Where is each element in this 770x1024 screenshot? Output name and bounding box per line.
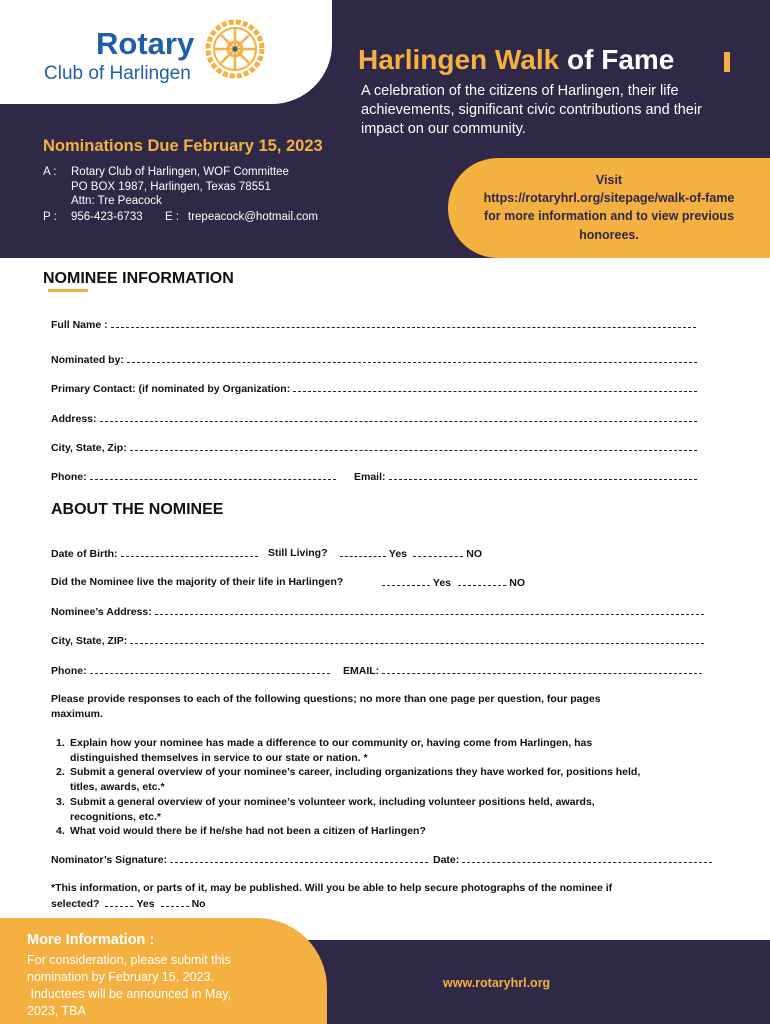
question-4 xyxy=(56,824,426,839)
question-1-number: 1. xyxy=(56,737,65,749)
nominee-address-label: Nominee’s Address: xyxy=(51,606,152,618)
nominated-by-field[interactable] xyxy=(51,353,700,366)
title-accent-bar xyxy=(724,52,730,72)
email-field-label: Email: xyxy=(354,471,386,483)
more-info-line-4: 2023, TBA xyxy=(27,1004,86,1018)
full-name-label: Full Name : xyxy=(51,319,108,331)
page-title xyxy=(358,44,674,76)
still-living-no-label: NO xyxy=(466,548,482,560)
visit-line-4: honorees. xyxy=(579,228,639,242)
address-label: A : xyxy=(43,166,57,178)
more-info-line-2: nomination by February 15, 2023. xyxy=(27,970,214,984)
question-2-continued: titles, awards, etc.* xyxy=(70,781,165,793)
photo-no-label: No xyxy=(191,898,206,910)
more-info-title: More Information : xyxy=(27,932,155,948)
city-state-zip-field[interactable] xyxy=(51,441,700,454)
phone-line[interactable] xyxy=(90,470,336,480)
address-line-3: Attn: Tre Peacock xyxy=(71,195,162,207)
question-1-text: Explain how your nominee has made a difference to our community or, having come from Harlingen, has xyxy=(70,737,593,749)
question-4-number: 4. xyxy=(56,825,65,837)
photo-yes-label: Yes xyxy=(136,898,155,910)
address-line-2: PO BOX 1987, Harlingen, Texas 78551 xyxy=(71,181,271,193)
question-4-text: What void would there be if he/she had not been a citizen of Harlingen? xyxy=(70,825,426,837)
still-living-yes-line[interactable] xyxy=(340,547,386,557)
question-3 xyxy=(56,795,595,810)
dob-label: Date of Birth: xyxy=(51,548,118,560)
question-3-number: 3. xyxy=(56,796,65,808)
phone-label: P : xyxy=(43,211,57,223)
question-2 xyxy=(56,765,640,780)
date-label: Date: xyxy=(433,854,460,866)
visit-url[interactable]: https://rotaryhrl.org/sitepage/walk-of-fame xyxy=(483,191,735,205)
title-white-part: of Fame xyxy=(559,44,675,75)
still-living-no-line[interactable] xyxy=(413,547,463,557)
nominee-city-field[interactable] xyxy=(51,634,707,647)
more-info-line-1: For consideration, please submit this xyxy=(27,953,231,967)
question-2-text: Submit a general overview of your nominee’s career, including organizations they have worked for, positions held, xyxy=(70,766,641,778)
signature-field[interactable] xyxy=(51,853,431,866)
majority-no-label: NO xyxy=(509,577,525,589)
city-state-zip-line[interactable] xyxy=(130,441,697,451)
signature-line[interactable] xyxy=(170,853,428,863)
address-field-label: Address: xyxy=(51,413,97,425)
majority-no-line[interactable] xyxy=(458,576,506,586)
date-field[interactable] xyxy=(433,853,715,866)
photo-yes-line[interactable] xyxy=(105,897,133,907)
email-field[interactable] xyxy=(354,470,700,483)
logo-club-name: Club of Harlingen xyxy=(44,63,191,84)
nominee-address-line[interactable] xyxy=(155,605,704,615)
majority-no[interactable] xyxy=(455,576,525,589)
majority-question: Did the Nominee live the majority of their life in Harlingen? xyxy=(51,576,344,588)
majority-yes-label: Yes xyxy=(432,577,451,589)
primary-contact-label: Primary Contact: (if nominated by Organization: xyxy=(51,383,291,395)
primary-contact-field[interactable] xyxy=(51,382,700,395)
contact-phone: 956-423-6733 xyxy=(71,211,143,223)
nominee-email-line[interactable] xyxy=(382,664,702,674)
nominee-address-field[interactable] xyxy=(51,605,707,618)
photo-question-label: selected? xyxy=(51,898,100,910)
instructions-line-2: maximum. xyxy=(51,708,103,720)
majority-yes[interactable] xyxy=(379,576,451,589)
rotary-wheel-icon xyxy=(202,16,268,82)
address-field[interactable] xyxy=(51,412,700,425)
visit-line-3: for more information and to view previous xyxy=(483,209,735,223)
heading-underline xyxy=(48,289,88,292)
instructions-line-1: Please provide responses to each of the following questions; no more than one page per question, four pages xyxy=(51,693,601,705)
question-1 xyxy=(56,736,592,751)
more-info-line-3: Inductees will be announced in May, xyxy=(27,987,232,1001)
nominee-phone-line[interactable] xyxy=(90,664,330,674)
nominations-due: Nominations Due February 15, 2023 xyxy=(43,137,323,155)
date-line[interactable] xyxy=(462,853,712,863)
nominee-city-label: City, State, ZIP: xyxy=(51,635,128,647)
phone-field-label: Phone: xyxy=(51,471,87,483)
email-label: E : xyxy=(165,211,180,223)
nominee-email-field[interactable] xyxy=(343,664,705,677)
still-living-label: Still Living? xyxy=(268,547,328,559)
nominated-by-line[interactable] xyxy=(127,353,697,363)
publish-notice: *This information, or parts of it, may be published. Will you be able to help secure photographs of the nominee if xyxy=(51,882,613,894)
nominee-email-label: EMAIL: xyxy=(343,665,380,677)
city-state-zip-label: City, State, Zip: xyxy=(51,442,127,454)
still-living-yes-label: Yes xyxy=(388,548,407,560)
title-gold-part: Harlingen Walk xyxy=(358,44,560,75)
still-living-yes[interactable] xyxy=(337,547,407,560)
full-name-field[interactable] xyxy=(51,318,699,331)
phone-field[interactable] xyxy=(51,470,339,483)
full-name-line[interactable] xyxy=(111,318,696,328)
logo-wordmark: Rotary xyxy=(96,26,195,61)
still-living-no[interactable] xyxy=(410,547,482,560)
address-line-1: Rotary Club of Harlingen, WOF Committee xyxy=(71,166,289,178)
address-line[interactable] xyxy=(100,412,697,422)
question-2-number: 2. xyxy=(56,766,65,778)
question-3-text: Submit a general overview of your nominee’s volunteer work, including volunteer positions held, awards, xyxy=(70,796,595,808)
photo-no-line[interactable] xyxy=(161,897,189,907)
tagline: A celebration of the citizens of Harlingen, their life achievements, significant civic contributions and their impact on our community. xyxy=(361,83,702,137)
photo-question xyxy=(51,897,206,910)
nominee-phone-label: Phone: xyxy=(51,665,87,677)
nominated-by-label: Nominated by: xyxy=(51,354,124,366)
nominee-phone-field[interactable] xyxy=(51,664,333,677)
dob-line[interactable] xyxy=(121,547,259,557)
website-link[interactable]: www.rotaryhrl.org xyxy=(443,976,551,990)
question-1-continued: distinguished themselves in service to our state or nation. * xyxy=(70,752,368,764)
about-heading: ABOUT THE NOMINEE xyxy=(51,501,224,518)
primary-contact-line[interactable] xyxy=(293,382,697,392)
nominee-city-line[interactable] xyxy=(130,634,704,644)
dob-field[interactable] xyxy=(51,547,261,560)
majority-yes-line[interactable] xyxy=(382,576,430,586)
signature-label: Nominator’s Signature: xyxy=(51,854,168,866)
email-line[interactable] xyxy=(389,470,697,480)
visit-line-1: Visit xyxy=(595,173,623,187)
contact-email[interactable]: trepeacock@hotmail.com xyxy=(188,211,318,223)
question-3-continued: recognitions, etc.* xyxy=(70,811,162,823)
nominee-info-heading: NOMINEE INFORMATION xyxy=(43,270,234,287)
